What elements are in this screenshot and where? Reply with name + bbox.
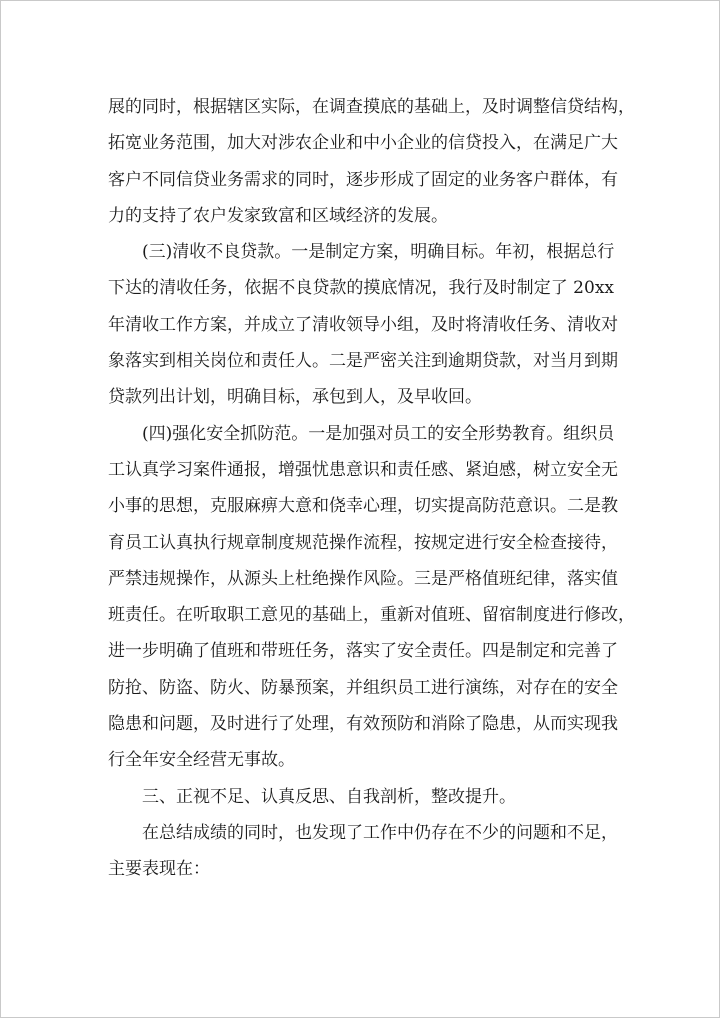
paragraph-line: 隐患和问题，及时进行了处理，有效预防和消除了隐患，从而实现我 bbox=[108, 714, 618, 735]
paragraph-first-line: (四)强化安全抓防范。一是加强对员工的安全形势教育。组织员 bbox=[142, 423, 615, 444]
paragraph-line: 展的同时，根据辖区实际，在调查摸底的基础上，及时调整信贷结构， bbox=[108, 97, 635, 117]
document-body bbox=[108, 89, 635, 888]
paragraph-line: 小事的思想，克服麻痹大意和侥幸心理，切实提高防范意识。二是教 bbox=[108, 496, 618, 517]
paragraph-line: 客户不同信贷业务需求的同时，逐步形成了固定的业务客户群体，有 bbox=[108, 169, 618, 190]
paragraph-line: 育员工认真执行规章制度规范操作流程，按规定进行安全检查接待， bbox=[108, 532, 618, 553]
paragraph-line: 行全年安全经营无事故。 bbox=[108, 750, 295, 771]
paragraph-line: 贷款列出计划，明确目标，承包到人，及早收回。 bbox=[108, 387, 482, 408]
paragraph-line: 象落实到相关岗位和责任人。二是严密关注到逾期贷款，对当月到期 bbox=[108, 351, 618, 372]
paragraph-line: 年清收工作方案，并成立了清收领导小组，及时将清收任务、清收对 bbox=[108, 314, 618, 335]
paragraph-line: 进一步明确了值班和带班任务，落实了安全责任。四是制定和完善了 bbox=[108, 641, 618, 662]
paragraph-line: 工认真学习案件通报，增强忧患意识和责任感、紧迫感，树立安全无 bbox=[108, 459, 618, 480]
paragraph-line: 力的支持了农户发家致富和区域经济的发展。 bbox=[108, 205, 448, 226]
paragraph-line: 防抢、防盗、防火、防暴预案，并组织员工进行演练，对存在的安全 bbox=[108, 677, 618, 698]
paragraph-line: 严禁违规操作，从源头上杜绝操作风险。三是严格值班纪律，落实值 bbox=[108, 568, 618, 589]
paragraph-line: 下达的清收任务，依据不良贷款的摸底情况，我行及时制定了 20xx bbox=[108, 278, 614, 299]
paragraph-first-line: 三、正视不足、认真反思、自我剖析，整改提升。 bbox=[142, 786, 516, 807]
paragraph-line: 主要表现在： bbox=[108, 859, 210, 880]
paragraph-line: 班责任。在听取职工意见的基础上，重新对值班、留宿制度进行修改， bbox=[108, 605, 635, 626]
paragraph-first-line: (三)清收不良贷款。一是制定方案，明确目标。年初，根据总行 bbox=[142, 242, 615, 263]
paragraph-first-line: 在总结成绩的同时，也发现了工作中仍存在不少的问题和不足， bbox=[142, 822, 618, 843]
paragraph-line: 拓宽业务范围，加大对涉农企业和中小企业的信贷投入，在满足广大 bbox=[108, 133, 618, 154]
